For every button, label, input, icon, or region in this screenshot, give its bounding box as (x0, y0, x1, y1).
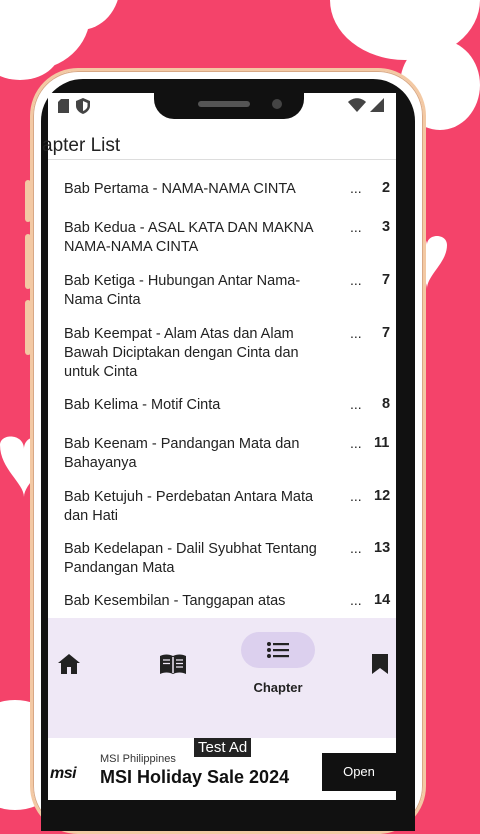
wifi-icon (348, 98, 366, 112)
chapter-list[interactable] (48, 160, 396, 609)
home-icon (58, 654, 80, 674)
chapter-page: 8 (382, 396, 391, 412)
page-title: apter List (42, 135, 121, 156)
status-bar (48, 93, 396, 119)
leader-dots: ... (350, 219, 362, 235)
chapter-page: 14 (374, 592, 391, 608)
app-bar (42, 119, 396, 160)
chapter-title: Bab Kesembilan - Tanggapan atas (64, 593, 286, 609)
phone-notch (154, 93, 304, 119)
chapter-title: Bab Keenam - Pandangan Mata dan Bahayanya (64, 436, 300, 471)
leader-dots: ... (350, 540, 362, 556)
nav-item-bookmark[interactable] (366, 618, 396, 698)
nav-item-home[interactable] (48, 618, 96, 698)
chapter-title: Bab Kelima - Motif Cinta (64, 397, 221, 413)
chapter-page: 2 (382, 180, 391, 196)
chapter-title: Bab Pertama - NAMA-NAMA CINTA (64, 181, 296, 197)
ad-banner[interactable] (48, 738, 396, 800)
sim-card-icon (58, 99, 69, 113)
leader-dots: ... (350, 272, 362, 288)
list-icon (267, 642, 289, 658)
chapter-title: Bab Kedelapan - Dalil Syubhat Tentang Pandangan Mata (64, 541, 317, 576)
camera-icon (272, 99, 282, 109)
leader-dots: ... (350, 396, 362, 412)
leader-dots: ... (350, 592, 362, 608)
bookmark-icon (372, 654, 388, 674)
shield-icon (76, 98, 90, 114)
ad-sponsor: MSI Philippines (100, 753, 176, 765)
leader-dots: ... (350, 435, 362, 451)
nav-label-chapter: Chapter (253, 680, 303, 695)
test-ad-badge: Test Ad (194, 738, 251, 757)
speaker (198, 101, 250, 107)
chapter-page: 7 (382, 325, 391, 341)
chapter-title: Bab Kedua - ASAL KATA DAN MAKNA NAMA-NAMA CINTA (64, 220, 313, 255)
chapter-title: Bab Keempat - Alam Atas dan Alam Bawah Diciptakan dengan Cinta dan untuk Cinta (64, 326, 299, 380)
chapter-title: Bab Ketujuh - Perdebatan Antara Mata dan Hati (64, 489, 314, 524)
chapter-title: Bab Ketiga - Hubungan Antar Nama-Nama Cinta (64, 273, 301, 308)
chapter-page: 7 (382, 272, 391, 288)
app-screen (42, 93, 396, 800)
book-icon (160, 654, 186, 674)
leader-dots: ... (350, 325, 362, 341)
chapter-page: 3 (382, 219, 391, 235)
ad-open-button[interactable]: Open (322, 753, 396, 791)
signal-icon (370, 98, 384, 112)
nav-item-book[interactable] (148, 618, 208, 698)
leader-dots: ... (350, 488, 362, 504)
chapter-page: 13 (374, 540, 391, 556)
leader-dots: ... (350, 180, 362, 196)
ad-headline: MSI Holiday Sale 2024 (100, 767, 290, 787)
chapter-page: 11 (374, 435, 390, 451)
bottom-navigation (48, 618, 396, 738)
ad-logo: msi (50, 765, 77, 782)
chapter-page: 12 (374, 488, 391, 504)
